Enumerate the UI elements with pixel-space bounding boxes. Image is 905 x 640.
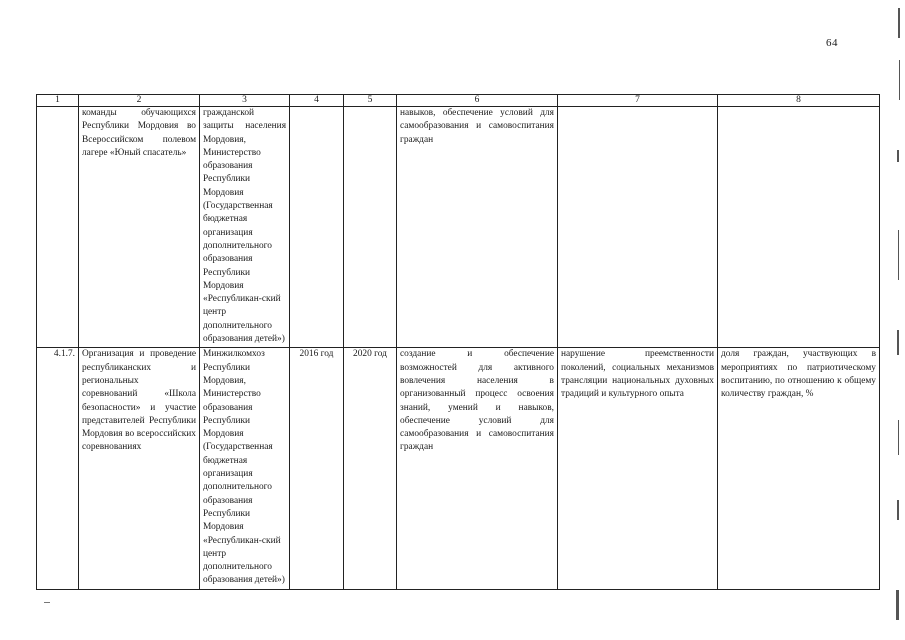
header-cell: 8: [718, 95, 880, 107]
scan-edge-marks: [895, 0, 905, 640]
start-year-cell: 2016 год: [290, 348, 344, 589]
item-number-cell: 4.1.7.: [37, 348, 79, 589]
header-cell: 6: [397, 95, 558, 107]
start-year-cell: [290, 107, 344, 348]
program-table: [36, 94, 880, 590]
consequences-cell: нарушение преемственности поколений, социальных механизмов трансляции национальных духовных традиций и культурного опыта: [558, 348, 718, 589]
item-number-cell: [37, 107, 79, 348]
consequences-cell: [558, 107, 718, 348]
measure-name-cell: Организация и проведение республиканских и региональных соревнований «Школа безопасности» и участие представителей Республики Мордовия во всероссийских соревнованиях: [79, 348, 200, 589]
header-cell: 2: [79, 95, 200, 107]
header-cell: 5: [344, 95, 397, 107]
indicator-cell: доля граждан, участвующих в мероприятиях по патриотическому воспитанию, по отношению к общему количеству граждан, %: [718, 348, 880, 589]
executor-cell: гражданской защиты населения Мордовия, Министерство образования Республики Мордовия (Государственная бюджетная организация дополнительного образования Республики Мордовия «Республикан-ский центр дополнительного образования детей»): [200, 107, 290, 348]
header-cell: 1: [37, 95, 79, 107]
measure-name-cell: команды обучающихся Республики Мордовия во Всероссийском полевом лагере «Юный спасатель»: [79, 107, 200, 348]
expected-result-cell: создание и обеспечение возможностей для активного вовлечения населения в организованный процесс освоения знаний, умений и навыков, обеспечение условий для самообразования и самовоспитания граждан: [397, 348, 558, 589]
expected-result-cell: навыков, обеспечение условий для самообразования и самовоспитания граждан: [397, 107, 558, 348]
header-cell: 3: [200, 95, 290, 107]
end-year-cell: 2020 год: [344, 348, 397, 589]
page-number: 64: [826, 37, 838, 49]
header-cell: 4: [290, 95, 344, 107]
executor-cell: Минжилкомхоз Республики Мордовия, Министерство образования Республики Мордовия (Государственная бюджетная организация дополнительного образования Республики Мордовия «Республикан-ский центр дополнительного образования детей»): [200, 348, 290, 589]
table-row: [37, 348, 880, 589]
table-header-row: [37, 95, 880, 107]
scan-speck: [44, 602, 50, 603]
indicator-cell: [718, 107, 880, 348]
table-row: [37, 107, 880, 348]
header-cell: 7: [558, 95, 718, 107]
end-year-cell: [344, 107, 397, 348]
